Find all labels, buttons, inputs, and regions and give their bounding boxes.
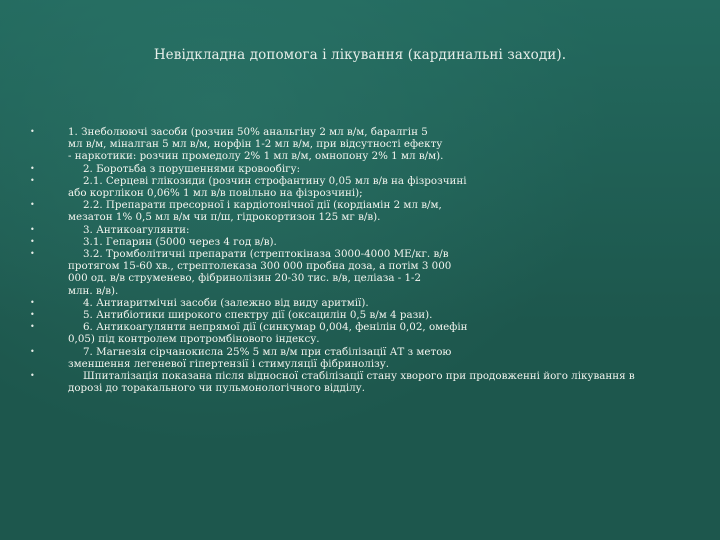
list-item — [30, 224, 696, 236]
list-item — [30, 163, 696, 175]
list-item-text: 2. Боротьба з порушеннями кровообігу: — [83, 162, 301, 175]
list-item-text: 5. Антибіотики широкого спектру дії (оксацилін 0,5 в/м 4 рази). — [83, 309, 433, 322]
list-item — [30, 321, 696, 345]
bullet-icon: • — [30, 371, 35, 381]
list-item-text: 1. Знеболюючі засоби (розчин 50% анальгіну 2 мл в/м, баралгін 5 мл в/м, міналган 5 мл в/м, норфін 1-2 мл в/м, при відсутності ефекту - наркотики: розчин промедолу 2% 1 мл в/м, омнопону 2% 1 мл в/м). — [68, 126, 444, 163]
list-item — [30, 297, 696, 309]
list-item — [30, 248, 696, 297]
list-item — [30, 199, 696, 223]
list-item — [30, 236, 696, 248]
bullet-icon: • — [30, 249, 35, 259]
bullet-icon: • — [30, 310, 35, 320]
list-item — [30, 346, 696, 370]
bullet-icon: • — [30, 297, 35, 307]
list-item-text: 4. Антиаритмічні засоби (залежно від виду аритмії). — [83, 296, 369, 309]
slide-title: Невідкладна допомога і лікування (кардинальні заходи). — [153, 47, 567, 63]
bullet-icon: • — [30, 127, 35, 136]
bullet-icon: • — [30, 224, 35, 234]
bullet-icon: • — [30, 236, 35, 246]
list-item — [30, 126, 696, 163]
list-item-text: 3. Антикоагулянти: — [83, 223, 190, 236]
list-item — [30, 309, 696, 321]
list-item-text: 2.2. Препарати пресорної і кардіотонічної дії (кордіамін 2 мл в/м, мезатон 1% 0,5 мл в/м чи п/ш, гідрокортизон 125 мг в/в). — [68, 199, 442, 224]
list-item-text: 2.1. Серцеві глікозиди (розчин строфантину 0,05 мл в/в на фізрозчині або корглікон 0,06% 1 мл в/в повільно на фізрозчині); — [68, 174, 467, 200]
list-item-text: 3.2. Тромболітичні препарати (стрептокіназа 3000-4000 МЕ/кг. в/в протягом 15-60 хв., стрептолеказа 300 000 пробна доза, а потім 3 000 000 од. в/в струменево, фібринолізин 20-30 тис. в/в, целіаза - 1-2 млн. в/в). — [68, 248, 452, 297]
list-item-text: 6. Антикоагулянти непрямої дії (синкумар 0,004, фенілін 0,02, омефін 0,05) під контролем протромбінового індексу. — [68, 321, 468, 346]
bullet-icon: • — [30, 322, 35, 332]
bullet-icon: • — [30, 175, 35, 185]
list-item-text: 3.1. Гепарин (5000 через 4 год в/в). — [83, 235, 277, 248]
list-item-text: 7. Магнезія сірчанокисла 25% 5 мл в/м при стабілізації АТ з метою зменшення легеневої гіпертензії і стимуляції фібринолізу. — [68, 345, 452, 370]
bullet-list — [30, 126, 696, 394]
bullet-icon: • — [30, 200, 35, 210]
list-item — [30, 175, 696, 199]
bullet-icon: • — [30, 163, 35, 173]
list-item — [30, 370, 696, 394]
list-item-text: Шпиталізація показана після відносної стабілізації стану хворого при продовженні його лікування в дорозі до торакального чи пульмонологічного відділу. — [68, 370, 635, 395]
bullet-icon: • — [30, 346, 35, 356]
